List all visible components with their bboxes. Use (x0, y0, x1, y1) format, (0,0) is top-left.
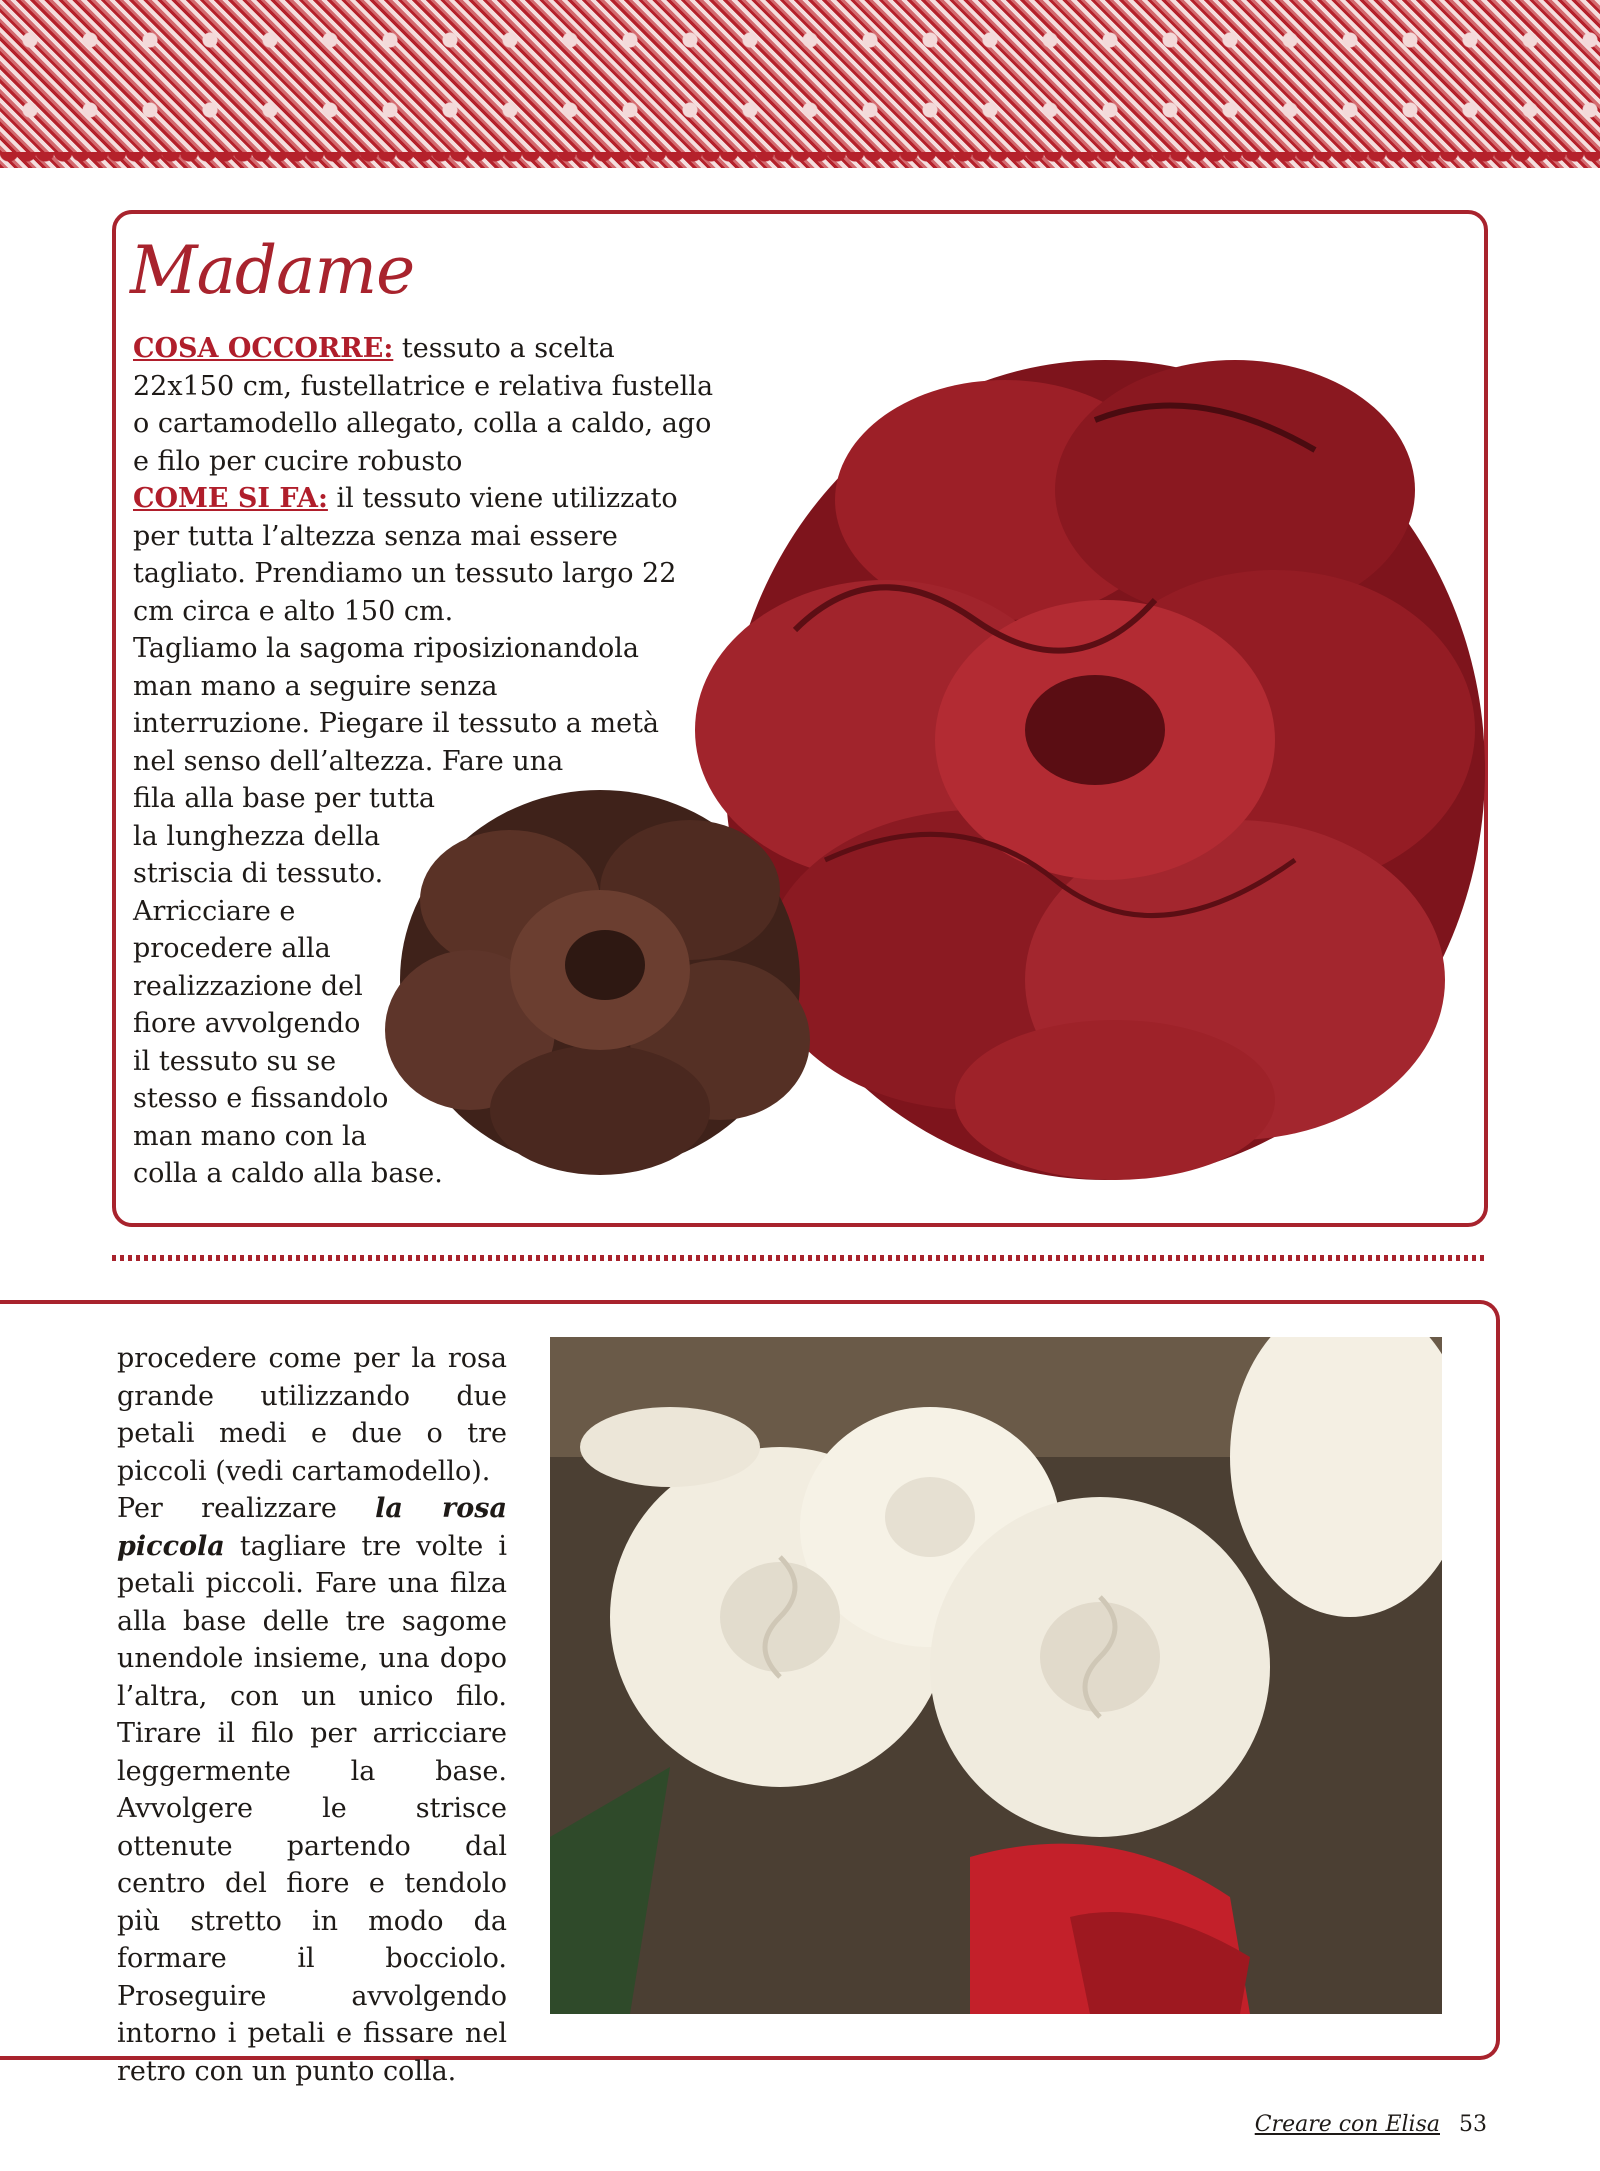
text-span: tagliare tre volte i petali piccoli. Fare una filza alla base delle tre sagome unendole insieme, una dopo l’altra, con un unico filo. Tirare il filo per arricciare leggermente la base. Avvolgere le strisce ottenute partendo dal centro del fiore e tendolo più stretto in modo da formare il bocciolo. Proseguire avvolgendo intorno i petali e fissare nel retro con un punto colla. (117, 1530, 507, 2087)
text-line: e filo per cucire robusto (133, 445, 463, 477)
text-line: o cartamodello allegato, colla a caldo, ago (133, 408, 712, 439)
materials-line-1 (133, 330, 713, 368)
page-number: 53 (1459, 2112, 1487, 2137)
text-line: 22x150 cm, fustellatrice e relativa fustella (133, 370, 714, 402)
text-line: Tagliamo la sagoma riposizionandola (133, 633, 640, 664)
emphasis-small-rose: la rosa piccola (117, 1493, 507, 1562)
magazine-name: Creare con Elisa (1254, 2112, 1440, 2137)
text-line: cm circa e alto 150 cm. (133, 595, 454, 627)
dotted-divider (112, 1255, 1488, 1261)
text-line: striscia di tessuto. (133, 858, 384, 889)
method-line-1 (133, 480, 713, 518)
felt-roses-photo (550, 1337, 1442, 2014)
text-line: tagliato. Prendiamo un tessuto largo 22 (133, 558, 677, 589)
lace-edge (0, 152, 1600, 170)
text-span: Per realizzare (117, 1493, 376, 1524)
text-line: Arricciare e (133, 895, 296, 927)
page-title: Madame (130, 232, 415, 309)
paragraph: procedere come per la rosa grande utilizzando due petali medi e due o tre piccoli (vedi cartamodello). (117, 1343, 507, 1487)
text-line: fiore avvolgendo (133, 1008, 361, 1039)
materials-and-method-text (133, 330, 713, 1193)
text-line: colla a caldo alla base. (133, 1158, 443, 1189)
text-line: la lunghezza della (133, 820, 381, 852)
text-line: man mano con la (133, 1120, 367, 1152)
text-line: per tutta l’altezza senza mai essere (133, 520, 618, 552)
small-rose-instructions (117, 1340, 507, 2090)
method-label: COME SI FA: (133, 483, 328, 514)
text-line: fila alla base per tutta (133, 783, 435, 814)
text-line: procedere alla (133, 933, 331, 964)
page-footer (1255, 2112, 1487, 2137)
paragraph (117, 1490, 507, 2090)
lace-banner (0, 0, 1600, 168)
text-line: man mano a seguire senza (133, 670, 498, 702)
text-line: stesso e fissandolo (133, 1083, 389, 1114)
method-text: il tessuto viene utilizzato (336, 483, 678, 514)
materials-label: COSA OCCORRE: (133, 333, 394, 364)
text-line: interruzione. Piegare il tessuto a metà (133, 708, 660, 739)
text-line: realizzazione del (133, 970, 363, 1002)
text-line: nel senso dell’altezza. Fare una (133, 745, 564, 777)
materials-text: tessuto a scelta (401, 333, 615, 364)
text-line: il tessuto su se (133, 1045, 337, 1077)
